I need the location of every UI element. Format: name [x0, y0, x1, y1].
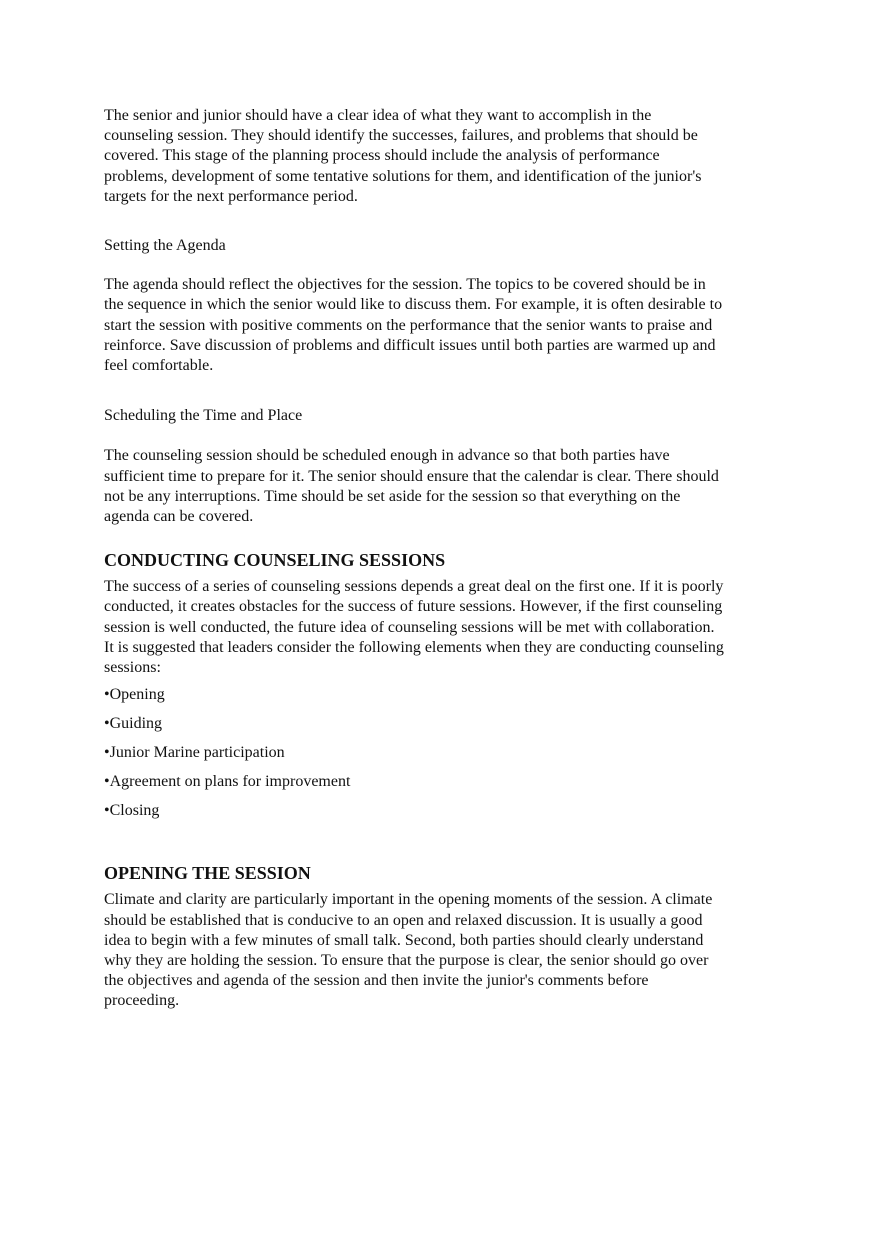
opening-paragraph: Climate and clarity are particularly important in the opening moments of the session. A climate should be established that is conducive to an open and relaxed discussion. It is usually a good idea to begin with a few minutes of small talk. Second, both parties should clearly understand why they are holding the session. To ensure that the purpose is clear, the senior should go over the objectives and agenda of the session and then invite the junior's comments before proceeding.	[104, 891, 713, 1010]
list-item: •Agreement on plans for improvement	[104, 773, 351, 791]
document-page	[104, 106, 724, 1012]
intro-paragraph: The senior and junior should have a clear idea of what they want to accomplish in the counseling session. They should identify the successes, failures, and problems that should be covered. This stage of the planning process should include the analysis of performance problems, development of some tentative solutions for them, and identification of the junior's targets for the next performance period.	[104, 107, 702, 205]
agenda-paragraph: The agenda should reflect the objectives for the session. The topics to be covered should be in the sequence in which the senior would like to discuss them. For example, it is often desirable to start the session with positive comments on the performance that the senior wants to praise and reinforce. Save discussion of problems and difficult issues until both parties are warmed up and feel comfortable.	[104, 276, 723, 375]
list-item: •Closing	[104, 802, 160, 820]
conducting-sessions-heading: CONDUCTING COUNSELING SESSIONS	[104, 550, 446, 571]
list-item: •Junior Marine participation	[104, 744, 285, 762]
list-item: •Opening	[104, 686, 165, 704]
opening-session-heading: OPENING THE SESSION	[104, 863, 311, 884]
list-item: •Guiding	[104, 715, 163, 733]
session-elements-list	[104, 685, 724, 821]
conducting-paragraph: The success of a series of counseling sessions depends a great deal on the first one. If it is poorly conducted, it creates obstacles for the success of future sessions. However, if the first counseling session is well conducted, the future idea of counseling sessions will be met with collaboration. It is suggested that leaders consider the following elements when they are conducting counseling sessions:	[104, 578, 724, 677]
setting-agenda-heading: Setting the Agenda	[104, 237, 226, 255]
scheduling-heading: Scheduling the Time and Place	[104, 407, 303, 425]
scheduling-paragraph: The counseling session should be scheduled enough in advance so that both parties have sufficient time to prepare for it. The senior should ensure that the calendar is clear. There should not be any interruptions. Time should be set aside for the session so that everything on the agenda can be covered.	[104, 447, 719, 526]
